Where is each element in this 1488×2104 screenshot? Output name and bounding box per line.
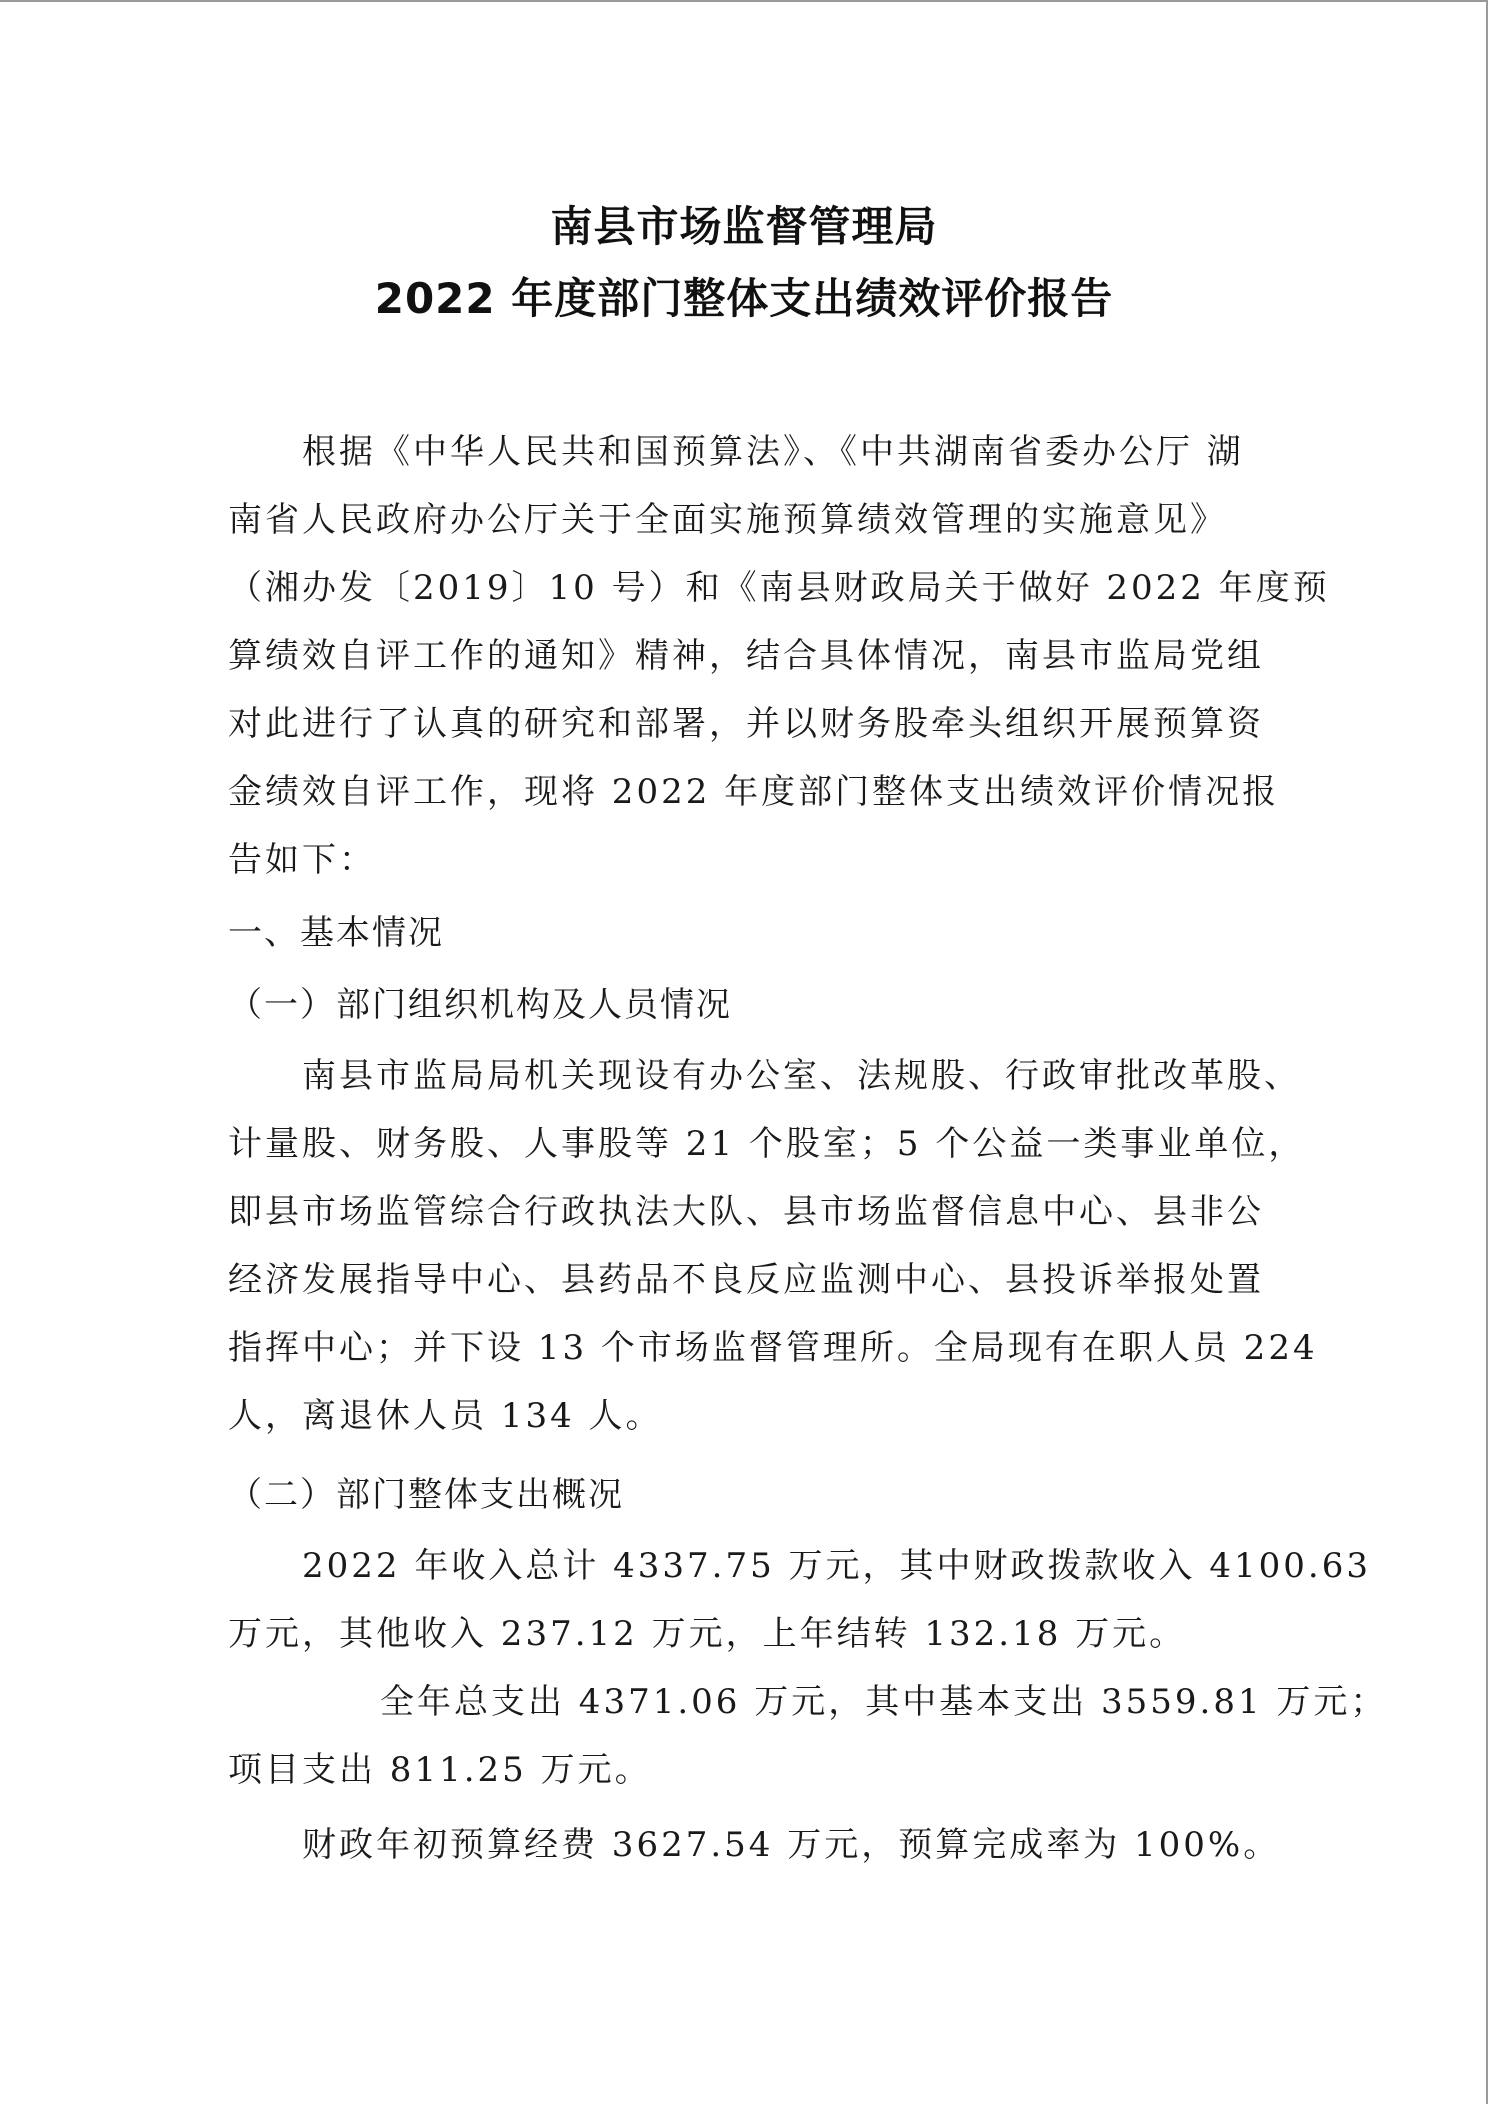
organization-line: 南县市监局局机关现设有办公室、法规股、行政审批改革股、 — [302, 1056, 1301, 1096]
income-line: 2022 年收入总计 4337.75 万元，其中财政拨款收入 4100.63 — [302, 1546, 1371, 1586]
subsection-heading-expenditure: （二）部门整体支出概况 — [228, 1475, 624, 1515]
organization-line: 计量股、财务股、人事股等 21 个股室；5 个公益一类事业单位， — [228, 1124, 1306, 1164]
intro-line: （湘办发〔2019〕10 号）和《南县财政局关于做好 2022 年度预 — [228, 568, 1330, 608]
organization-line: 经济发展指导中心、县药品不良反应监测中心、县投诉举报处置 — [228, 1260, 1264, 1300]
section-heading-basic-info: 一、基本情况 — [228, 913, 444, 953]
intro-line: 金绩效自评工作，现将 2022 年度部门整体支出绩效评价情况报 — [228, 772, 1280, 812]
intro-line: 告如下： — [228, 840, 376, 880]
organization-line: 即县市场监管综合行政执法大队、县市场监督信息中心、县非公 — [228, 1192, 1264, 1232]
expense-line: 全年总支出 4371.06 万元，其中基本支出 3559.81 万元； — [380, 1682, 1388, 1722]
report-title-line-1: 南县市场监督管理局 — [550, 202, 938, 251]
expense-line: 项目支出 811.25 万元。 — [228, 1750, 652, 1790]
report-title-line-2: 2022 年度部门整体支出绩效评价报告 — [374, 274, 1114, 323]
intro-line: 算绩效自评工作的通知》精神，结合具体情况，南县市监局党组 — [228, 636, 1264, 676]
intro-line: 南省人民政府办公厅关于全面实施预算绩效管理的实施意见》 — [228, 500, 1227, 540]
budget-line: 财政年初预算经费 3627.54 万元，预算完成率为 100%。 — [302, 1825, 1281, 1865]
subsection-heading-organization: （一）部门组织机构及人员情况 — [228, 985, 732, 1025]
organization-line: 指挥中心；并下设 13 个市场监督管理所。全局现有在职人员 224 — [228, 1328, 1318, 1368]
intro-line: 对此进行了认真的研究和部署，并以财务股牵头组织开展预算资 — [228, 704, 1264, 744]
organization-line: 人，离退休人员 134 人。 — [228, 1396, 663, 1436]
intro-line: 根据《中华人民共和国预算法》、《中共湖南省委办公厅 湖 — [302, 432, 1244, 472]
income-line: 万元，其他收入 237.12 万元，上年结转 132.18 万元。 — [228, 1614, 1187, 1654]
